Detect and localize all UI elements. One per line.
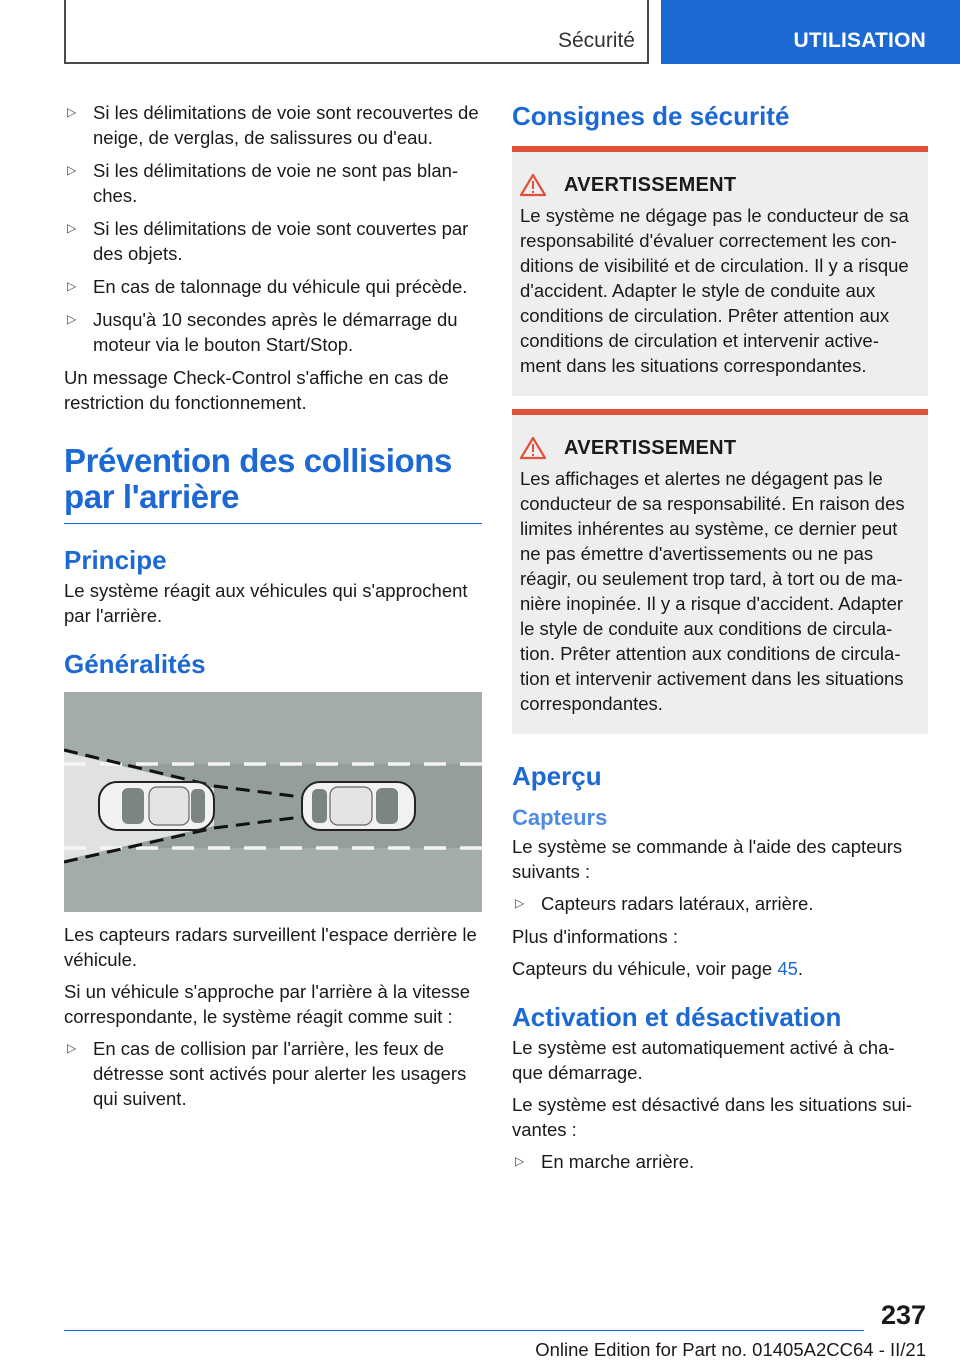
principe-heading: Principe xyxy=(64,545,167,575)
right-column xyxy=(512,100,928,1182)
triangle-bullet-icon: ▷ xyxy=(515,896,525,910)
triangle-bullet-icon: ▷ xyxy=(67,1041,77,1055)
triangle-bullet-icon: ▷ xyxy=(67,221,77,235)
edition-footer: Online Edition for Part no. 01405A2CC64 - II/21 xyxy=(535,1339,926,1360)
warning-triangle-icon xyxy=(520,435,564,461)
warning-box xyxy=(512,146,928,396)
deactivation-list xyxy=(512,1149,928,1174)
list-item: ▷ Jusqu'à 10 secondes après le démarrage du moteur via le bouton Start/Stop. xyxy=(67,309,458,355)
triangle-bullet-icon: ▷ xyxy=(67,279,77,293)
header-section-tab xyxy=(64,0,649,64)
conditions-list xyxy=(64,100,482,357)
reaction-list xyxy=(64,1036,482,1111)
reaction-text: Si un véhicule s'approche par l'arrière à la vitesse correspondante, le système réagit comme suit : xyxy=(64,981,471,1027)
list-item: ▷ Si les délimitations de voie sont couvertes par des objets. xyxy=(67,218,469,264)
list-item: ▷ Si les délimitations de voie ne sont pas blan- ches. xyxy=(67,160,459,206)
footer-divider xyxy=(64,1330,864,1331)
left-column xyxy=(64,100,482,1119)
capteurs-text: Le système se commande à l'aide des capteurs suivants : xyxy=(512,836,903,882)
triangle-bullet-icon: ▷ xyxy=(67,163,77,177)
warning-body: Les affichages et alertes ne dégagent pas le conducteur de sa responsabilité. En raison des limites inhérentes au système, ce dernier peut ne pas émettre d'avertissements ou ne pas réagir, ou seulement trop tard, à tort ou de ma- nière inopinée. Il y a risque d'accident. Adapter le style de conduite aux conditions de circula- tion. Prêter attention aux conditions de circula- tion et intervenir activement dans les situations correspondantes. xyxy=(520,468,905,714)
figure-caption: Les capteurs radars surveillent l'espace derrière le véhicule. xyxy=(64,924,477,970)
list-item: ▷ En marche arrière. xyxy=(515,1151,695,1172)
check-control-text: Un message Check-Control s'affiche en cas de restriction du fonctionnement. xyxy=(64,367,449,413)
triangle-bullet-icon: ▷ xyxy=(67,105,77,119)
own-car-icon xyxy=(99,782,214,830)
list-item: ▷ Si les délimitations de voie sont recouvertes de neige, de verglas, de salissures ou d'eau. xyxy=(67,102,479,148)
more-info-label: Plus d'informations : xyxy=(512,926,678,947)
following-car-icon xyxy=(302,782,415,830)
principe-text: Le système réagit aux véhicules qui s'approchent par l'arrière. xyxy=(64,580,468,626)
activation-text: Le système est automatiquement activé à cha- que démarrage. xyxy=(512,1037,895,1083)
list-item: ▷ En cas de talonnage du véhicule qui précède. xyxy=(67,276,468,297)
triangle-bullet-icon: ▷ xyxy=(515,1154,525,1168)
capteurs-list xyxy=(512,891,928,916)
page-title: Prévention des collisions par l'arrière xyxy=(64,443,482,524)
warning-body: Le système ne dégage pas le conducteur de sa responsabilité d'évaluer correctement les con- ditions de visibilité et de circulation. Il y a risque d'accident. Adapter le style de conduite aux conditions de circulation. Prêter attention aux conditions de circulation et intervenir active- ment dans les situations correspondantes. xyxy=(520,205,909,376)
rear-radar-diagram xyxy=(64,692,482,912)
activation-heading: Activation et désactivation xyxy=(512,1002,842,1032)
radar-illustration xyxy=(64,692,482,912)
page-reference: Capteurs du véhicule, voir page 45. xyxy=(512,958,804,979)
deactivation-text: Le système est désactivé dans les situations sui- vantes : xyxy=(512,1094,912,1140)
header-section-label: Sécurité xyxy=(557,29,635,52)
generalites-heading: Généralités xyxy=(64,649,206,679)
page-number: 237 xyxy=(880,1300,926,1330)
list-item: ▷ Capteurs radars latéraux, arrière. xyxy=(515,893,814,914)
triangle-bullet-icon: ▷ xyxy=(67,312,77,326)
warning-title: AVERTISSEMENT xyxy=(564,436,737,459)
capteurs-heading: Capteurs xyxy=(512,805,608,830)
page-link[interactable]: 45 xyxy=(777,958,798,979)
warning-title: AVERTISSEMENT xyxy=(564,173,737,196)
list-item: ▷ En cas de collision par l'arrière, les feux de détresse sont activés pour alerter les usagers qui suivent. xyxy=(67,1038,467,1109)
warning-box xyxy=(512,409,928,734)
header-chapter-label: UTILISATION xyxy=(793,29,926,52)
apercu-heading: Aperçu xyxy=(512,761,602,791)
warning-triangle-icon xyxy=(520,172,564,198)
safety-heading: Consignes de sécurité xyxy=(512,101,790,131)
header-chapter-tab xyxy=(661,0,960,64)
